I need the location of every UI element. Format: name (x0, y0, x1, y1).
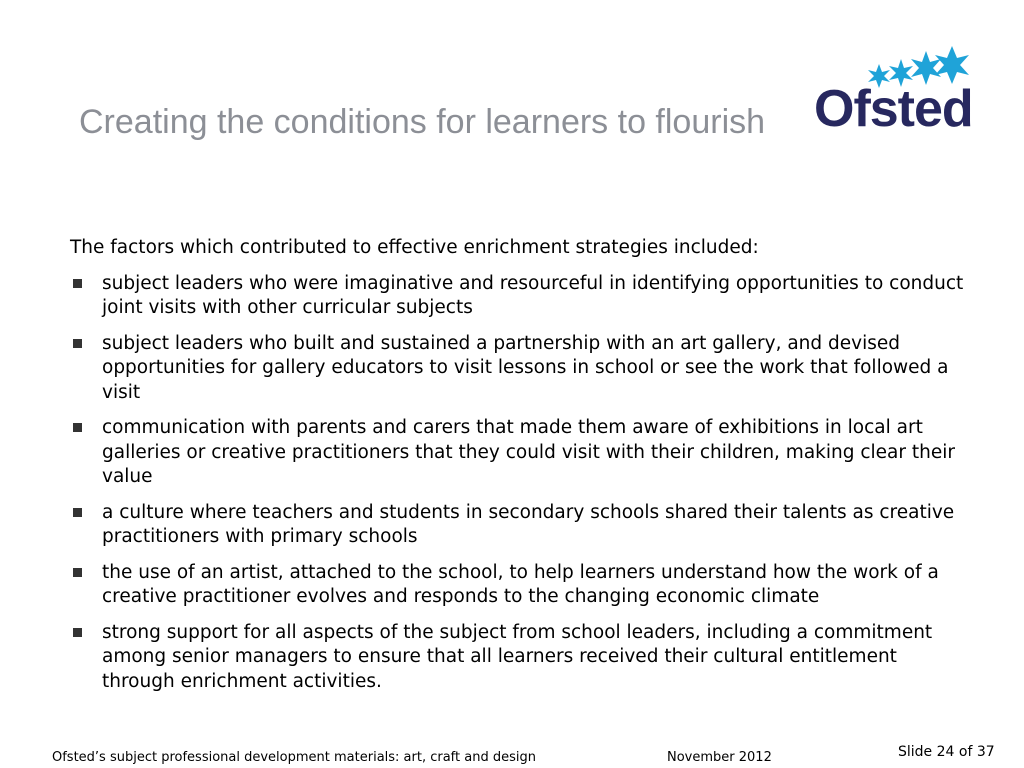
logo-text: Ofsted (814, 80, 973, 136)
square-bullet-icon (73, 279, 82, 288)
square-bullet-icon (73, 339, 82, 348)
square-bullet-icon (73, 628, 82, 637)
square-bullet-icon (73, 568, 82, 577)
list-item-text: subject leaders who built and sustained a partnership with an art gallery, and devised opportunities for gallery educators to visit lessons in school or see the work that followed a visit (102, 332, 949, 403)
list-item (70, 272, 975, 321)
list-item-text: strong support for all aspects of the subject from school leaders, including a commitment among senior managers to ensure that all learners received their cultural entitlement through enrichment activities. (102, 621, 933, 692)
footer-date: November 2012 (667, 750, 772, 765)
square-bullet-icon (73, 508, 82, 517)
list-item-text: subject leaders who were imaginative and resourceful in identifying opportunities to conduct joint visits with other curricular subjects (102, 272, 964, 318)
slide-title: Creating the conditions for learners to flourish (79, 103, 766, 141)
ofsted-logo (812, 46, 974, 136)
list-item-text: the use of an artist, attached to the school, to help learners understand how the work of a creative practitioner evolves and responds to the changing economic climate (102, 561, 939, 607)
list-item (70, 561, 975, 610)
list-item (70, 416, 975, 490)
slide-body (70, 236, 975, 705)
list-item (70, 501, 975, 550)
list-item-text: a culture where teachers and students in secondary schools shared their talents as creative practitioners with primary schools (102, 501, 955, 547)
ofsted-logo-graphic (812, 46, 974, 136)
list-item-text: communication with parents and carers that made them aware of exhibitions in local art galleries or creative practitioners that they could visit with their children, making clear their value (102, 417, 955, 487)
intro-text: The factors which contributed to effective enrichment strategies included: (70, 237, 759, 258)
bullet-list (70, 272, 975, 695)
slide-number: Slide 24 of 37 (898, 744, 995, 760)
footer-source: Ofsted’s subject professional development materials: art, craft and design (52, 750, 536, 765)
list-item (70, 332, 975, 406)
list-item (70, 621, 975, 695)
square-bullet-icon (73, 423, 82, 432)
